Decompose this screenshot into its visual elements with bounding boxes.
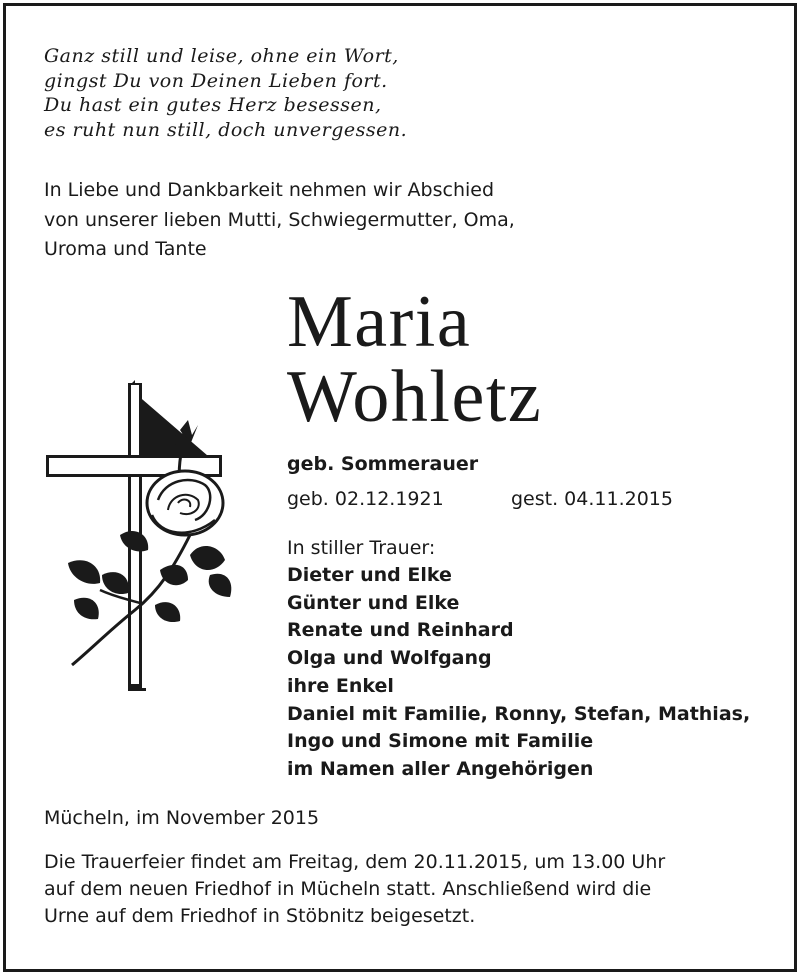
funeral-line: Urne auf dem Friedhof in Stöbnitz beigesetzt. <box>44 905 476 927</box>
mourner-line: Günter und Elke <box>287 591 460 614</box>
funeral-line: auf dem neuen Friedhof in Mücheln statt. Anschließend wird die <box>44 878 652 900</box>
poem-line: Du hast ein gutes Herz besessen, <box>44 94 382 116</box>
mourners-list <box>287 562 750 784</box>
maiden-name: geb. Sommerauer <box>287 453 479 475</box>
mourner-line: Daniel mit Familie, Ronny, Stefan, Mathias, <box>287 702 751 725</box>
deceased-name <box>287 281 543 438</box>
mourner-line: Olga und Wolfgang <box>287 647 492 670</box>
mourner-line: ihre Enkel <box>287 674 394 697</box>
funeral-info <box>44 849 665 930</box>
mourner-line: Renate und Reinhard <box>287 619 514 642</box>
mourner-line: im Namen aller Angehörigen <box>287 757 594 780</box>
first-name: Maria <box>287 281 472 363</box>
life-dates <box>287 486 673 512</box>
funeral-line: Die Trauerfeier findet am Freitag, dem 20.11.2015, um 13.00 Uhr <box>44 851 666 873</box>
last-name: Wohletz <box>287 356 543 438</box>
poem-line: es ruht nun still, doch unvergessen. <box>44 118 408 141</box>
cross-with-rose-icon <box>40 375 235 695</box>
mourner-line: Dieter und Elke <box>287 564 452 586</box>
mourners-title: In stiller Trauer: <box>287 537 436 559</box>
mourner-line: Ingo und Simone mit Familie <box>287 730 594 753</box>
place-date: Mücheln, im November 2015 <box>44 807 320 829</box>
death-date: gest. 04.11.2015 <box>511 488 673 510</box>
poem <box>44 44 407 142</box>
intro-line: Uroma und Tante <box>44 238 207 260</box>
birth-date: geb. 02.12.1921 <box>287 488 444 510</box>
intro-text <box>44 176 515 265</box>
poem-line: Ganz still und leise, ohne ein Wort, <box>44 45 399 67</box>
intro-line: In Liebe und Dankbarkeit nehmen wir Abschied <box>44 179 495 201</box>
intro-line: von unserer lieben Mutti, Schwiegermutter, Oma, <box>44 208 515 231</box>
poem-line: gingst Du von Deinen Lieben fort. <box>44 69 388 92</box>
